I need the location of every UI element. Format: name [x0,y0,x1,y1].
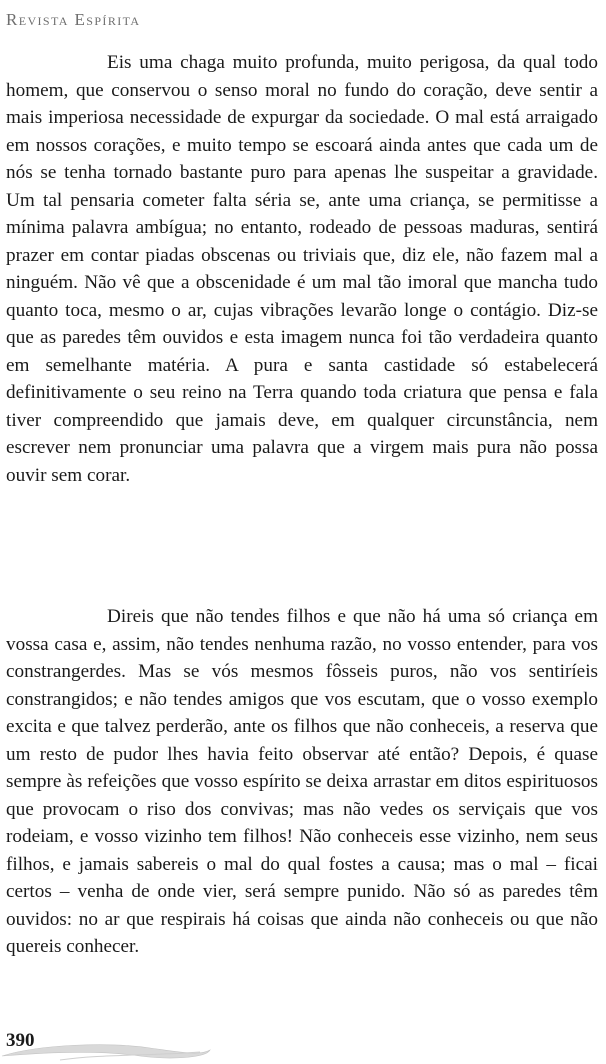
body-paragraph-2 [6,603,598,961]
running-header-title: Revista Espírita [6,10,141,29]
page-number: 390 [6,1030,35,1051]
paragraph-1-text: Eis uma chaga muito profunda, muito perigosa, da qual todo homem, que conservou o senso moral no fundo do coração, deve sentir a mais imperiosa necessidade de expurgar da sociedade. O mal está arraigado em nossos corações, e muito tempo se escoará ainda antes que cada um de nós se tenha tornado bastante puro para apenas lhe suspeitar a gravidade. Um tal pensaria cometer falta séria se, ante uma criança, se permitisse a mínima palavra ambígua; no entanto, rodeado de pessoas maduras, sentirá prazer em contar piadas obscenas ou triviais que, diz ele, não fazem mal a ninguém. Não vê que a obscenidade é um mal tão imoral que mancha tudo quanto toca, mesmo o ar, cujas vibrações levarão longe o contágio. Diz-se que as paredes têm ouvidos e esta imagem nunca foi tão verdadeira quanto em semelhante matéria. A pura e santa castidade só estabelecerá definitivamente o seu reino na Terra quando toda criatura que pensa e fala tiver compreendido que jamais deve, em qualquer circunstância, nem escrever nem pronunciar uma palavra que a virgem mais pura não possa ouvir sem corar. [6,52,598,486]
paragraph-2-text: Direis que não tendes filhos e que não há uma só criança em vossa casa e, assim, não tendes nenhuma razão, no vosso entender, para vos constrangerdes. Mas se vós mesmos fôsseis puros, não vos sentiríeis constrangidos; e não tendes amigos que vos escutam, que o vosso exemplo excita e que talvez perderão, ante os filhos que não conheceis, a reserva que um resto de pudor lhes havia feito observar até então? Depois, é quase sempre às refeições que vosso espírito se deixa arrastar em ditos espirituosos que provocam o riso dos convivas; mas não vedes os serviçais que vos rodeiam, e vosso vizinho tem filhos! Não conheceis esse vizinho, nem seus filhos, e jamais sabereis o mal do qual fostes a causa; mas o mal – ficai certos – venha de onde vier, será sempre punido. Não só as paredes têm ouvidos: no ar que respirais há coisas que ainda não conheceis ou que não quereis conhecer. [6,606,598,957]
body-paragraph-1 [6,49,598,489]
